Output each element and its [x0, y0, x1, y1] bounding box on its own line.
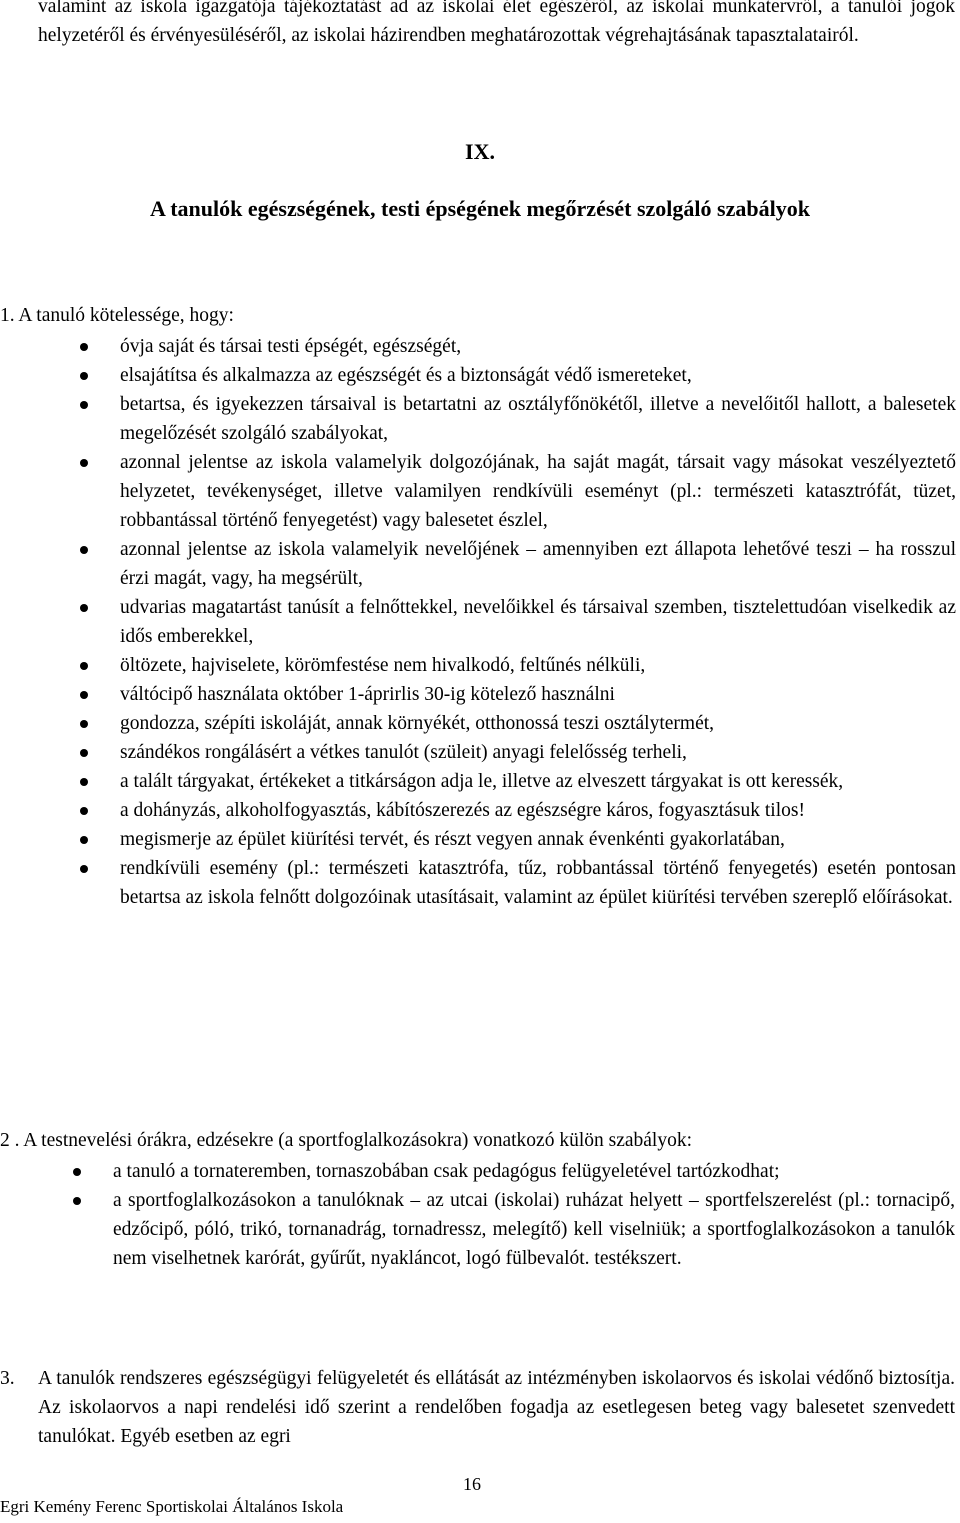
bullet-icon [80, 372, 88, 380]
section-3 [0, 1364, 955, 1451]
bullet-icon [80, 865, 88, 873]
bullet-icon [80, 343, 88, 351]
list-item: betartsa, és igyekezzen társaival is betartatni az osztályfőnökétől, illetve a nevelőitől hallott, a balesetek megelőzését szolgáló szabályokat, [120, 390, 956, 448]
list-item: gondozza, szépíti iskoláját, annak környékét, otthonossá teszi osztálytermét, [120, 709, 956, 738]
section-2-list [113, 1157, 955, 1273]
chapter-number: IX. [465, 139, 495, 164]
bullet-icon [80, 778, 88, 786]
bullet-icon [80, 749, 88, 757]
list-item: váltócipő használata október 1-áprirlis 30-ig kötelező használni [120, 680, 956, 709]
list-item: megismerje az épület kiürítési tervét, és részt vegyen annak évenkénti gyakorlatában, [120, 825, 956, 854]
list-item: a talált tárgyakat, értékeket a titkárságon adja le, illetve az elveszett tárgyakat is ott keressék, [120, 767, 956, 796]
list-item: rendkívüli esemény (pl.: természeti katasztrófa, tűz, robbantással történő fenyegetés) esetén pontosan betartsa az iskola felnőtt dolgozóinak utasításait, valamint az épület kiürítési tervében szereplő előírásokat. [120, 854, 956, 912]
list-item: óvja saját és társai testi épségét, egészségét, [120, 332, 956, 361]
list-item: szándékos rongálásért a vétkes tanulót (szüleit) anyagi felelősség terheli, [120, 738, 956, 767]
list-item: a dohányzás, alkoholfogyasztás, kábítószerezés az egészségre káros, fogyasztásuk tilos! [120, 796, 956, 825]
bullet-icon [80, 662, 88, 670]
list-item: elsajátítsa és alkalmazza az egészségét és a biztonságát védő ismereteket, [120, 361, 956, 390]
section-2-title: 2 . A testnevelési órákra, edzésekre (a sportfoglalkozásokra) vonatkozó külön szabályok: [0, 1130, 693, 1151]
intro-paragraph: valamint az iskola igazgatója tájékoztatást ad az iskolai élet egészéről, az iskolai munkatervről, a tanulói jogok helyzetéről és érvényesüléséről, az iskolai házirendben meghatározottak végrehajtásának tapasztalatairól. [38, 0, 955, 46]
list-item: öltözete, hajviselete, körömfestése nem hivalkodó, feltűnés nélküli, [120, 651, 956, 680]
bullet-icon [80, 604, 88, 612]
bullet-icon [80, 720, 88, 728]
list-item: udvarias magatartást tanúsít a felnőttekkel, nevelőikkel és társaival szemben, tisztelettudóan viselkedik az idős emberekkel, [120, 593, 956, 651]
list-item: azonnal jelentse az iskola valamelyik dolgozójának, ha saját magát, társait vagy másokat veszélyeztető helyzetet, tevékenységet, illetve valamilyen rendkívüli eseményt (pl.: természeti katasztrófát, tüzet, robbantással történő fenyegetést) vagy balesetet észlel, [120, 448, 956, 535]
section-3-text: A tanulók rendszeres egészségügyi felügyeletét és ellátását az intézményben iskolaorvos és iskolai védőnő biztosítja. Az iskolaorvos a napi rendelési idő szerint a rendelőben fogadja az esetlegesen beteg vagy balesetet szenvedett tanulókat. Egyéb esetben az egri [38, 1368, 955, 1447]
section-3-number: 3. [0, 1368, 15, 1389]
list-item: azonnal jelentse az iskola valamelyik nevelőjének – amennyiben ezt állapota lehetővé teszi – ha rosszul érzi magát, vagy, ha megsérült, [120, 535, 956, 593]
bullet-icon [80, 546, 88, 554]
page-number: 16 [463, 1474, 481, 1494]
bullet-icon [73, 1168, 81, 1176]
list-item: a tanuló a tornateremben, tornaszobában csak pedagógus felügyeletével tartózkodhat; [113, 1157, 955, 1186]
footer-school-name: Egri Kemény Ferenc Sportiskolai Általános Iskola [0, 1497, 344, 1516]
list-item: a sportfoglalkozásokon a tanulóknak – az utcai (iskolai) ruházat helyett – sportfelszerelést (pl.: tornacipő, edzőcipő, póló, trikó, tornanadrág, tornadressz, melegítő) kell viselniük; a sportfoglalkozásokon a tanulók nem viselhetnek karórát, gyűrűt, nyakláncot, logó fülbevalót. testékszert. [113, 1186, 955, 1273]
bullet-icon [80, 691, 88, 699]
bullet-icon [80, 459, 88, 467]
bullet-icon [80, 401, 88, 409]
bullet-icon [80, 836, 88, 844]
bullet-icon [73, 1197, 81, 1205]
bullet-icon [80, 807, 88, 815]
section-1-title: 1. A tanuló kötelessége, hogy: [0, 305, 234, 326]
section-1-list [120, 332, 956, 912]
chapter-title: A tanulók egészségének, testi épségének megőrzését szolgáló szabályok [150, 196, 810, 221]
